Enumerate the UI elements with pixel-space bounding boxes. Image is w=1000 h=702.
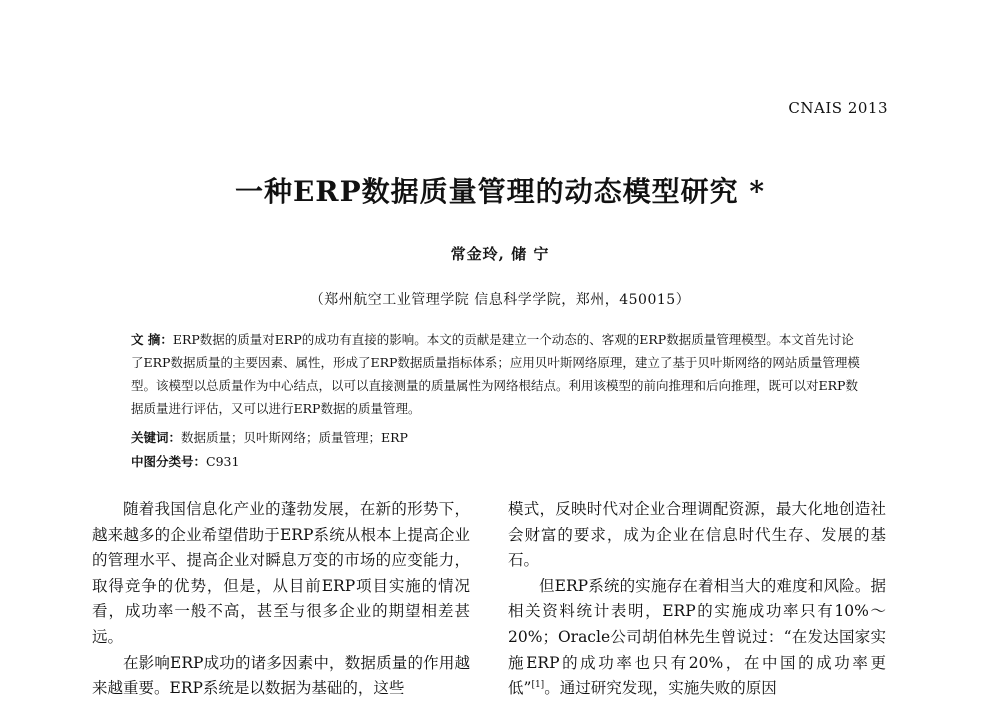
classification-line: [131, 452, 239, 472]
abstract-block: [131, 328, 861, 420]
body-paragraph: [508, 574, 886, 702]
body-paragraph-text: 。通过研究发现，实施失败的原因: [544, 679, 777, 698]
abstract-text: ERP数据的质量对ERP的成功有直接的影响。本文的贡献是建立一个动态的、客观的ERP数据质量管理模型。本文首先讨论了ERP数据质量的主要因素、属性，形成了ERP数据质量指标体系；应用贝叶斯网络原理，建立了基于贝叶斯网络的网站质量管理模型。该模型以总质量作为中心结点，以可以直接测量的质量属性为网络根结点。利用该模型的前向推理和后向推理，既可以对ERP数据质量进行评估，又可以进行ERP数据的质量管理。: [131, 332, 860, 416]
paper-authors: 常金玲, 储 宁: [450, 245, 550, 263]
body-left-column: [92, 497, 470, 702]
body-paragraph: 在影响ERP成功的诸多因素中，数据质量的作用越来越重要。ERP系统是以数据为基础的，这些: [92, 653, 470, 698]
citation-ref: [1]: [531, 680, 545, 690]
body-paragraph: 随着我国信息化产业的蓬勃发展，在新的形势下，越来越多的企业希望借助于ERP系统从根本上提高企业的管理水平、提高企业对瞬息万变的市场的应变能力，取得竞争的优势，但是，从目前ERP项目实施的情况看，成功率一般不高，甚至与很多企业的期望相差甚远。: [92, 500, 470, 646]
abstract-label: 文 摘：: [131, 332, 173, 347]
body-paragraph-text: 但ERP系统的实施存在着相当大的难度和风险。据相关资料统计表明，ERP的实施成功率只有10%～20%；Oracle公司胡伯林先生曾说过：“在发达国家实施ERP的成功率也只有20%，在中国的成功率更低”: [508, 576, 886, 698]
classification-code: C931: [206, 454, 240, 469]
keywords-label: 关键词：: [131, 430, 182, 445]
body-right-column: [508, 497, 886, 702]
paper-affiliation: （郑州航空工业管理学院 信息科学学院，郑州，450015）: [309, 292, 691, 308]
classification-label: 中图分类号：: [131, 454, 207, 469]
conference-tag: CNAIS 2013: [788, 99, 888, 117]
keywords-text: 数据质量；贝叶斯网络；质量管理；ERP: [181, 430, 408, 445]
paper-title: 一种ERP数据质量管理的动态模型研究 *: [234, 175, 766, 208]
body-paragraph: 模式，反映时代对企业合理调配资源，最大化地创造社会财富的要求，成为企业在信息时代生存、发展的基石。: [508, 500, 886, 570]
keywords-line: [131, 428, 408, 448]
